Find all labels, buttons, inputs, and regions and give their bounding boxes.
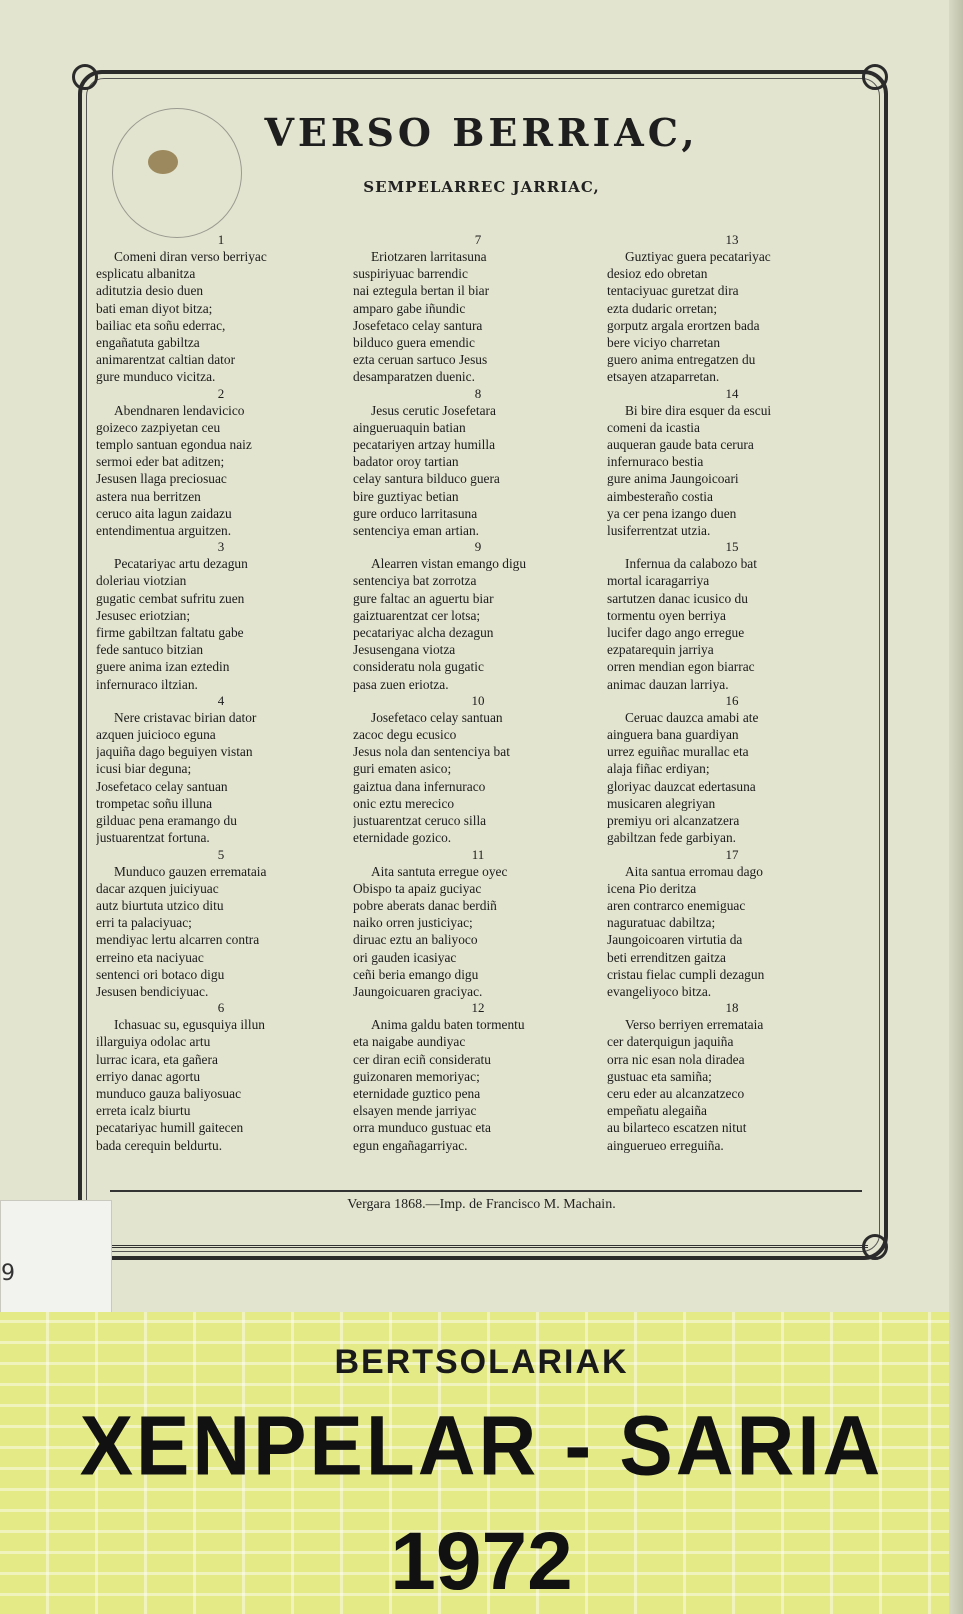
verse-line: zacoc degu ecusico [353,727,457,743]
verse-line: firme gabiltzan faltatu gabe [96,625,244,641]
verse-line: doleriau viotzian [96,573,187,589]
verse-line: Bi bire dira esquer da escui [625,402,772,418]
verse-line: gilduac pena eramango du [96,813,237,829]
verse-line: bire guztiyac betian [353,488,459,504]
verse-line: trompetac soñu illuna [96,795,213,811]
verse-line: bilduco guera emendic [353,335,475,351]
verse-line: dacar azquen juiciyuac [96,880,219,896]
verse-line: ezta ceruan sartuco Jesus [353,352,488,368]
verse-line: Aita santua erromau dago [625,863,763,879]
stanza-number: 10 [471,692,485,708]
verse-line: aditutzia desio duen [96,283,204,299]
verse-line: pecatariyen artzay humilla [353,437,496,453]
verse-line: gabiltzan fede garbiyan. [607,830,737,846]
verse-line: cristau fielac cumpli dezagun [607,966,765,982]
verse-line: ezpatarequin jarriya [607,642,714,658]
verse-line: gugatic cembat sufritu zuen [96,590,245,606]
verse-line: bailiac eta soñu ederrac, [96,317,226,333]
verse-line: desamparatzen duenic. [353,369,475,385]
verse-line: animarentzat caltian dator [96,352,236,368]
verse-line: Munduco gauzen erremataia [114,863,267,879]
verse-line: goizeco zazpiyetan ceu [96,419,221,435]
verse-line: celay santura bilduco guera [353,471,500,487]
footer-rule [110,1190,862,1192]
verse-line: ainguera bana guardiyan [607,727,739,743]
verse-line: sentenciya bat zorrotza [353,573,477,589]
stanza-number: 1 [217,232,225,247]
verse-line: gaiztua dana infernuraco [353,778,486,794]
verse-line: Jesus nola dan sentenciya bat [353,744,510,760]
verse-line: Pecatariyac artu dezagun [114,556,248,572]
verse-line: erri ta palaciyuac; [96,915,192,931]
verse-line: premiyu ori alcanzatzera [607,813,740,829]
verse-line: gure munduco vicitza. [96,369,216,385]
verse-line: illarguiya odolac artu [96,1034,211,1050]
verse-line: infernuraco iltzian. [96,676,198,692]
verse-line: sentenciya eman artian. [353,523,480,539]
book-year: 1972 [390,1516,573,1607]
verse-line: au bilarteco escatzen nitut [607,1120,747,1136]
stanza-number: 17 [725,846,739,862]
book-spine-edge [949,0,963,1614]
verse-line: erreino eta naciyuac [96,949,204,965]
stanza-number: 11 [471,846,485,862]
verse-line: auqueran gaude bata cerura [607,437,754,453]
verse-line: Ichasuac su, egusquiya illun [114,1017,265,1033]
poster-subtitle: SEMPELARREC JARRIAC, [363,178,600,196]
verse-line: mortal icaragarriya [607,573,710,589]
bottom-border [108,1245,868,1248]
verse-line: ceruco aita lagun zaidazu [96,505,232,521]
verse-line: Jesusen bendiciyuac. [96,983,209,999]
poster-title: VERSO BERRIAC, [264,110,699,155]
verse-line: ezta dudaric orretan; [607,300,718,316]
verse-line: Jaungoicoaren virtutia da [607,932,743,948]
verse-line: desioz edo obretan [607,266,708,282]
verse-line: aren contrarco enemiguac [607,897,746,913]
verse-line: azquen juicioco eguna [96,727,216,743]
verse-column-1 [96,232,346,1154]
verse-line: consideratu nola gugatic [353,659,484,675]
verse-column-3 [607,232,857,1154]
verse-line: pecatariyac alcha dezagun [353,625,494,641]
verse-line: Josefetaco celay santuan [371,709,503,725]
verse-line: alaja fiñac erdiyan; [607,761,710,777]
stanza-number: 18 [725,1000,739,1016]
stanza-number: 3 [217,539,225,555]
verse-line: gloriyac dauzcat edertasuna [607,778,756,794]
verse-line: bada cerequin beldurtu. [96,1137,223,1153]
verse-line: guri ematen asico; [353,761,452,777]
verse-line: guizonaren memoriyac; [353,1068,480,1084]
series-title: BERTSOLARIAK [334,1343,629,1381]
verse-line: nai eztegula bertan il biar [353,283,490,299]
verse-line: erriyo danac agortu [96,1068,201,1084]
verse-line: orra munduco gustuac eta [353,1120,491,1136]
verse-line: guero anima entregatzen du [607,352,756,368]
verse-line: icusi biar deguna; [96,761,192,777]
verse-line: entendimentua arguitzen. [96,523,232,539]
verse-line: naguratuac dabiltza; [607,915,716,931]
verse-line: aingueruaquin batian [353,419,466,435]
verse-line: templo santuan egondua naiz [96,437,252,453]
ornament-top-right-icon [862,64,888,90]
verse-line: Anima galdu baten tormentu [371,1017,525,1033]
verse-line: ya cer pena izango duen [607,505,737,521]
verse-line: animac dauzan larriya. [607,676,729,692]
verse-line: Jesusengana viotza [353,642,456,658]
verse-line: Abendnaren lendavicico [114,402,245,418]
verse-line: beti errenditzen gaitza [607,949,726,965]
verse-line: musicaren alegriyan [607,795,716,811]
verse-line: justuarentzat fortuna. [96,830,210,846]
verse-line: cer daterquigun jaquiña [607,1034,734,1050]
verse-line: eta naigabe aundiyac [353,1034,466,1050]
library-label-number: 9 [1,1261,15,1286]
verse-line: diruac eztu an baliyoco [353,932,478,948]
verse-line: bere viciyo charretan [607,335,721,351]
verse-line: cer diran eciñ consideratu [353,1051,491,1067]
verse-line: astera nua berritzen [96,488,201,504]
verse-line: etsayen atzaparretan. [607,369,720,385]
verse-line: tormentu oyen berriya [607,607,726,623]
verse-line: onic eztu merecico [353,795,455,811]
verse-line: justuarentzat ceruco silla [353,813,487,829]
verse-line: urrez eguiñac murallac eta [607,744,749,760]
stanza-number: 16 [725,692,739,708]
verse-line: aimbesteraño costia [607,488,713,504]
stanza-number: 12 [471,1000,485,1016]
verse-line: pecatariyac humill gaitecen [96,1120,244,1136]
verse-line: lurrac icara, eta gañera [96,1051,218,1067]
verse-line: gure orduco larritasuna [353,505,478,521]
verse-line: Ceruac dauzca amabi ate [625,709,759,725]
verse-line: Eriotzaren larritasuna [371,249,487,264]
verse-line: ainguerueo erreguiña. [607,1137,724,1153]
verse-line: Jesus cerutic Josefetara [371,402,496,418]
stanza-number: 9 [474,539,482,555]
printer-imprint: Vergara 1868.—Imp. de Francisco M. Machain. [347,1197,616,1212]
verse-line: orra nic esan nola diradea [607,1051,745,1067]
verse-line: lucifer dago ango erregue [607,625,745,641]
verse-line: evangeliyoco bitza. [607,983,712,999]
verse-line: comeni da icastia [607,419,700,435]
verse-line: munduco gauza baliyosuac [96,1085,242,1101]
verse-line: Guztiyac guera pecatariyac [625,249,771,264]
verse-line: sermoi eder bat aditzen; [96,454,225,470]
stanza-number: 15 [725,539,739,555]
verse-line: infernuraco bestia [607,454,704,470]
verse-line: guere anima izan eztedin [96,659,230,675]
verse-line: gorputz argala erortzen bada [607,317,760,333]
verse-line: eternidade guztico pena [353,1085,481,1101]
stanza-number: 2 [217,385,225,401]
verse-line: Verso berriyen erremataia [625,1017,764,1033]
stanza-number: 8 [474,385,482,401]
stanza-number: 6 [217,1000,225,1016]
ornament-top-left-icon [72,64,98,90]
verse-line: amparo gabe iñundic [353,300,466,316]
stanza-number: 5 [217,846,225,862]
verse-line: Josefetaco celay santura [353,317,483,333]
verse-line: eternidade gozico. [353,830,452,846]
verse-line: erreta icalz biurtu [96,1103,191,1119]
verse-line: Nere cristavac birian dator [114,709,257,725]
verse-line: sartutzen danac icusico du [607,590,748,606]
verse-line: empeñatu alegaiña [607,1103,708,1119]
verse-line: lusiferrentzat utzia. [607,523,711,539]
verse-line: pasa zuen eriotza. [353,676,449,692]
verse-line: Jesusen llaga preciosuac [96,471,227,487]
stanza-number: 4 [217,692,225,708]
verse-line: autz biurtuta utzico ditu [96,897,224,913]
stanza-number: 13 [725,232,739,247]
verse-line: pobre aberats danac berdiñ [353,897,497,913]
verse-line: gure faltac an aguertu biar [353,590,494,606]
verse-line: ceñi beria emango digu [353,966,479,982]
verse-line: esplicatu albanitza [96,266,196,282]
verse-column-2 [353,232,603,1154]
verse-line: badator oroy tartian [353,454,459,470]
book-title: XENPELAR - SARIA [79,1398,884,1493]
verse-line: gure anima Jaungoicoari [607,471,739,487]
verse-line: Infernua da calabozo bat [625,556,757,572]
verse-line: Comeni diran verso berriyac [114,249,267,264]
verse-line: jaquiña dago beguiyen vistan [96,744,253,760]
verse-line: Alearren vistan emango digu [371,556,527,572]
verse-line: naiko orren justiciyac; [353,915,473,931]
verse-line: Josefetaco celay santuan [96,778,228,794]
verse-line: bati eman diyot bitza; [96,300,213,316]
verse-line: sentenci ori botaco digu [96,966,225,982]
verse-line: gaiztuarentzat cer lotsa; [353,607,481,623]
verse-line: icena Pio deritza [607,880,697,896]
verse-line: ceru eder au alcanzatzeco [607,1085,745,1101]
verse-line: elsayen mende jarriyac [353,1103,477,1119]
verse-line: Jaungoicuaren graciyac. [353,983,483,999]
verse-line: orren mendian egon biarrac [607,659,755,675]
verse-line: egun engañagarriyac. [353,1137,468,1153]
verse-line: Obispo ta apaiz guciyac [353,880,482,896]
verse-line: suspiriyuac barrendic [353,266,468,282]
verse-line: fede santuco bitzian [96,642,204,658]
verse-line: tentaciyuac guretzat dira [607,283,739,299]
verse-line: ori gauden icasiyac [353,949,457,965]
verse-line: engañatuta gabiltza [96,335,200,351]
verse-line: gustuac eta samiña; [607,1068,712,1084]
stanza-number: 14 [725,385,739,401]
verse-line: Jesusec eriotzian; [96,607,191,623]
stanza-number: 7 [474,232,482,247]
verse-line: Aita santuta erregue oyec [371,863,508,879]
verse-line: mendiyac lertu alcarren contra [96,932,260,948]
